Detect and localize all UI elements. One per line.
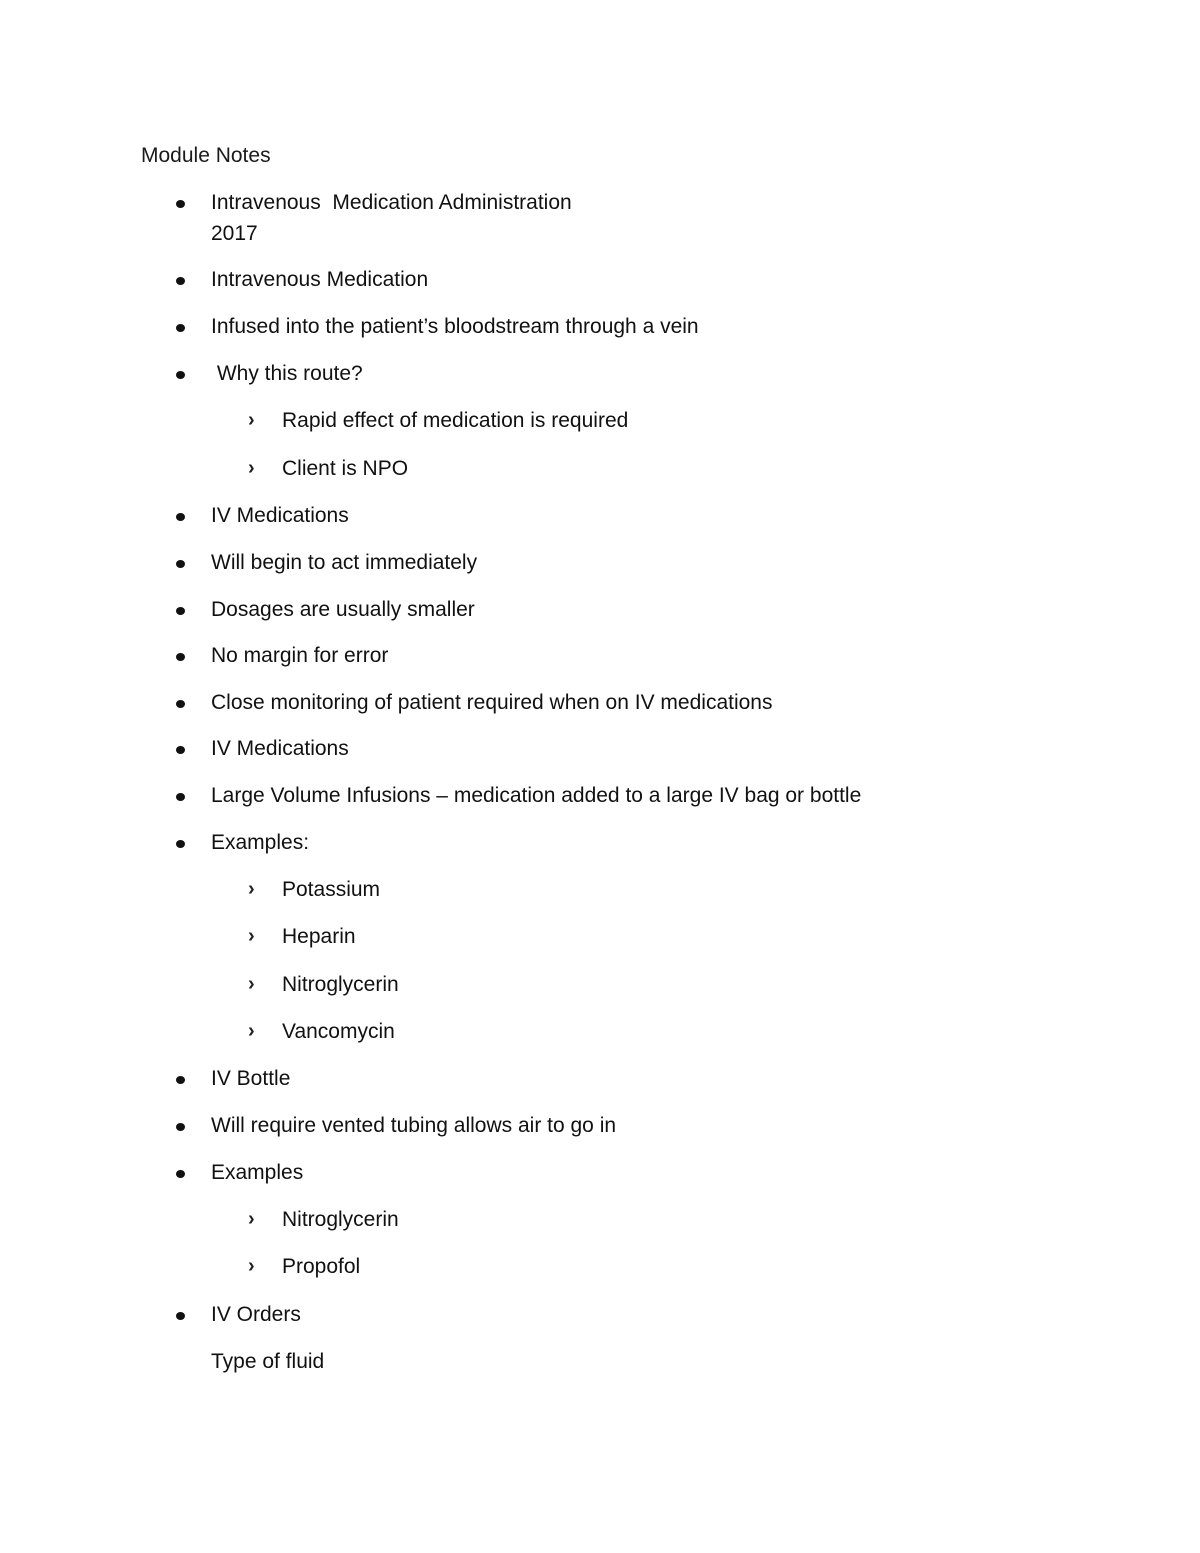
list-item bbox=[211, 1066, 290, 1092]
list-item-text: Nitroglycerin bbox=[282, 1208, 399, 1231]
arrow-bullet-icon: › bbox=[248, 1020, 255, 1042]
arrow-bullet-icon: › bbox=[248, 973, 255, 995]
list-item-text: IV Orders bbox=[211, 1303, 301, 1326]
bullet-icon bbox=[176, 200, 185, 208]
list-item-text: IV Medications bbox=[211, 504, 349, 527]
sub-list-item bbox=[282, 408, 628, 434]
list-item bbox=[211, 736, 349, 762]
list-item-text: IV Medications bbox=[211, 737, 349, 760]
bullet-icon bbox=[176, 840, 185, 848]
bullet-icon bbox=[176, 1170, 185, 1178]
arrow-bullet-icon: › bbox=[248, 1208, 255, 1230]
bullet-icon bbox=[176, 513, 185, 521]
list-item bbox=[211, 550, 477, 576]
arrow-bullet-icon: › bbox=[248, 878, 255, 900]
bullet-icon bbox=[176, 1076, 185, 1084]
list-item-text: Dosages are usually smaller bbox=[211, 598, 475, 621]
list-item bbox=[211, 361, 363, 387]
sub-list-item bbox=[282, 1254, 360, 1280]
bullet-icon bbox=[176, 324, 185, 332]
list-item bbox=[211, 643, 388, 669]
list-item bbox=[211, 267, 428, 293]
sub-list-item bbox=[282, 1207, 399, 1233]
list-item bbox=[211, 314, 699, 340]
list-item bbox=[211, 830, 309, 856]
list-item-text: Nitroglycerin bbox=[282, 973, 399, 996]
bullet-icon bbox=[176, 653, 185, 661]
list-item bbox=[211, 503, 349, 529]
list-item-text: Intravenous Medication Administration bbox=[211, 191, 572, 214]
arrow-bullet-icon: › bbox=[248, 409, 255, 431]
list-item bbox=[211, 1302, 301, 1328]
list-item-text: No margin for error bbox=[211, 644, 389, 667]
sub-list-item bbox=[282, 1019, 395, 1045]
bullet-icon bbox=[176, 793, 185, 801]
list-item bbox=[211, 1113, 616, 1139]
bullet-icon bbox=[176, 700, 185, 708]
list-item-text: Potassium bbox=[282, 878, 381, 901]
list-item-text: Heparin bbox=[282, 925, 356, 948]
list-item-text: Vancomycin bbox=[282, 1020, 395, 1043]
list-item bbox=[211, 190, 572, 247]
sub-list-item bbox=[282, 924, 356, 950]
bullet-icon bbox=[176, 371, 185, 379]
list-item-year: 2017 bbox=[211, 222, 258, 245]
arrow-bullet-icon: › bbox=[248, 457, 255, 479]
list-item-text: Will begin to act immediately bbox=[211, 551, 478, 574]
list-item bbox=[211, 690, 772, 716]
list-item-text: IV Bottle bbox=[211, 1067, 291, 1090]
list-item-text: Infused into the patient’s bloodstream through a vein bbox=[211, 315, 699, 338]
bullet-icon bbox=[176, 1312, 185, 1320]
list-item bbox=[211, 1349, 324, 1375]
list-item-text: Propofol bbox=[282, 1255, 361, 1278]
list-item-text: Will require vented tubing allows air to go in bbox=[211, 1114, 617, 1137]
list-item bbox=[211, 783, 861, 809]
arrow-bullet-icon: › bbox=[248, 925, 255, 947]
bullet-icon bbox=[176, 607, 185, 615]
bullet-icon bbox=[176, 560, 185, 568]
list-item-text: Intravenous Medication bbox=[211, 268, 429, 291]
sub-list-item bbox=[282, 456, 408, 482]
list-item-text: Large Volume Infusions – medication added to a large IV bag or bottle bbox=[211, 784, 862, 807]
bullet-icon bbox=[176, 1123, 185, 1131]
list-item-text: Client is NPO bbox=[282, 457, 409, 480]
list-item-text: Type of fluid bbox=[211, 1350, 325, 1373]
list-item-text: Rapid effect of medication is required bbox=[282, 409, 629, 432]
list-item-text: Close monitoring of patient required when on IV medications bbox=[211, 691, 773, 714]
sub-list-item bbox=[282, 972, 399, 998]
sub-list-item bbox=[282, 877, 380, 903]
list-item bbox=[211, 1160, 303, 1186]
arrow-bullet-icon: › bbox=[248, 1255, 255, 1277]
page-title: Module Notes bbox=[141, 144, 271, 167]
list-item-text: Examples: bbox=[211, 831, 310, 854]
bullet-icon bbox=[176, 277, 185, 285]
bullet-icon bbox=[176, 746, 185, 754]
list-item bbox=[211, 597, 475, 623]
list-item-text: Examples bbox=[211, 1161, 304, 1184]
list-item-text: Why this route? bbox=[211, 362, 363, 385]
